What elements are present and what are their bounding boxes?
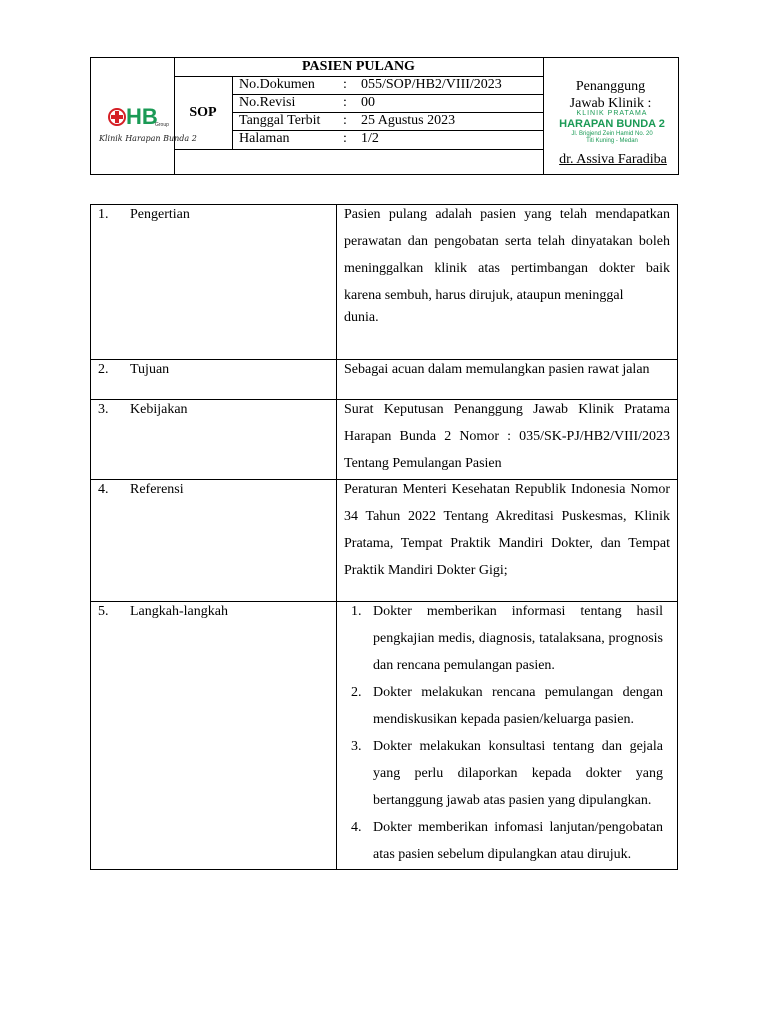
logo-caption: Klinik Harapan Bunda 2 xyxy=(99,134,197,143)
section-label: Pengertian xyxy=(130,207,190,222)
section-number: 2. xyxy=(98,362,109,377)
logo-cell xyxy=(91,58,197,174)
stamp-line-2: HARAPAN BUNDA 2 xyxy=(559,118,665,130)
doc-row-label: Halaman xyxy=(239,131,290,146)
document-info xyxy=(232,76,544,150)
sop-content-table xyxy=(90,204,678,870)
section-label: Referensi xyxy=(130,482,184,497)
sop-label: SOP xyxy=(174,76,233,150)
doc-row-colon: : xyxy=(343,113,347,128)
document-header xyxy=(90,57,679,175)
section-text: Peraturan Menteri Kesehatan Republik Indonesia Nomor 34 Tahun 2022 Tentang Akreditasi Puskesmas, Klinik Pratama, Tempat Praktik Mandiri Dokter, dan Tempat Praktik Mandiri Dokter Gigi; xyxy=(344,482,670,578)
section-text: Sebagai acuan dalam memulangkan pasien rawat jalan xyxy=(344,362,650,377)
step-number: 2. xyxy=(351,685,362,700)
logo-group: Group xyxy=(155,122,169,128)
section-label: Tujuan xyxy=(130,362,170,377)
section-heading-cell xyxy=(91,602,337,870)
step-number: 1. xyxy=(351,604,362,619)
list-item xyxy=(351,679,663,733)
section-content-cell xyxy=(337,480,678,602)
section-number: 4. xyxy=(98,482,109,497)
signatory-name: dr. Assiva Faradiba xyxy=(559,152,667,167)
stamp-line-1: KLINIK PRATAMA xyxy=(576,110,648,117)
header-blank-cell xyxy=(174,149,544,174)
doc-row-value: 055/SOP/HB2/VIII/2023 xyxy=(361,77,502,92)
doc-row-number xyxy=(232,76,543,95)
doc-row-value: 1/2 xyxy=(361,131,379,146)
table-row xyxy=(91,480,678,602)
stamp-line-4: Titi Kuning - Medan xyxy=(586,138,638,144)
section-text-tail: dunia. xyxy=(344,310,379,325)
clinic-logo xyxy=(99,104,197,150)
step-text: Dokter memberikan infomasi lanjutan/pengobatan atas pasien sebelum dipulangkan atau dirujuk. xyxy=(373,820,663,862)
step-text: Dokter memberikan informasi tentang hasil pengkajian medis, diagnosis, tatalaksana, prognosis dan rencana pemulangan pasien. xyxy=(373,604,663,673)
table-row xyxy=(91,360,678,400)
section-content-cell xyxy=(337,205,678,360)
section-text: Surat Keputusan Penanggung Jawab Klinik Pratama Harapan Bunda 2 Nomor : 035/SK-PJ/HB2/VIII/2023 Tentang Pemulangan Pasien xyxy=(344,402,670,471)
step-number: 3. xyxy=(351,739,362,754)
section-label: Kebijakan xyxy=(130,402,188,417)
stamp-line-3: Jl. Brigjend Zein Hamid No. 20 xyxy=(571,131,653,137)
table-row xyxy=(91,602,678,870)
section-content-cell xyxy=(337,360,678,400)
medical-cross-icon xyxy=(108,108,126,126)
section-number: 1. xyxy=(98,207,109,222)
doc-row-colon: : xyxy=(343,77,347,92)
doc-row-label: No.Dokumen xyxy=(239,77,315,92)
section-content-cell xyxy=(337,400,678,480)
logo-brand: HB xyxy=(126,104,158,129)
doc-row-value: 25 Agustus 2023 xyxy=(361,113,456,128)
table-row xyxy=(91,400,678,480)
responsible-line-2: Jawab Klinik : xyxy=(569,96,652,111)
step-text: Dokter melakukan konsultasi tentang dan gejala yang perlu dilaporkan kepada dokter yang bertanggung jawab atas pasien yang dipulangkan. xyxy=(373,739,663,808)
step-number: 4. xyxy=(351,820,362,835)
doc-row-label: No.Revisi xyxy=(239,95,296,110)
doc-row-issue-date xyxy=(232,112,543,131)
list-item xyxy=(351,814,663,868)
section-heading-cell xyxy=(91,480,337,602)
clinic-stamp xyxy=(553,110,671,152)
doc-row-label: Tanggal Terbit xyxy=(239,113,321,128)
section-text: Pasien pulang adalah pasien yang telah mendapatkan perawatan dan pengobatan serta telah dinyatakan boleh meninggalkan klinik atas pertimbangan dokter baik karena sembuh, harus dirujuk, ataupun meninggal xyxy=(344,207,670,303)
section-heading-cell xyxy=(91,400,337,480)
section-label: Langkah-langkah xyxy=(130,604,228,619)
list-item xyxy=(351,598,663,679)
doc-row-revision xyxy=(232,94,543,113)
doc-row-colon: : xyxy=(343,95,347,110)
doc-row-colon: : xyxy=(343,131,347,146)
responsible-line-1: Penanggung xyxy=(575,79,646,94)
list-item xyxy=(351,733,663,814)
section-number: 3. xyxy=(98,402,109,417)
section-number: 5. xyxy=(98,604,109,619)
section-heading-cell xyxy=(91,360,337,400)
table-row xyxy=(91,205,678,360)
responsible-cell xyxy=(543,58,678,174)
section-content-cell xyxy=(337,602,678,870)
steps-list xyxy=(344,598,670,868)
step-text: Dokter melakukan rencana pemulangan dengan mendiskusikan kepada pasien/keluarga pasien. xyxy=(373,685,663,727)
doc-row-page xyxy=(232,130,543,148)
section-heading-cell xyxy=(91,205,337,360)
document-title: PASIEN PULANG xyxy=(174,58,544,77)
doc-row-value: 00 xyxy=(361,95,375,110)
